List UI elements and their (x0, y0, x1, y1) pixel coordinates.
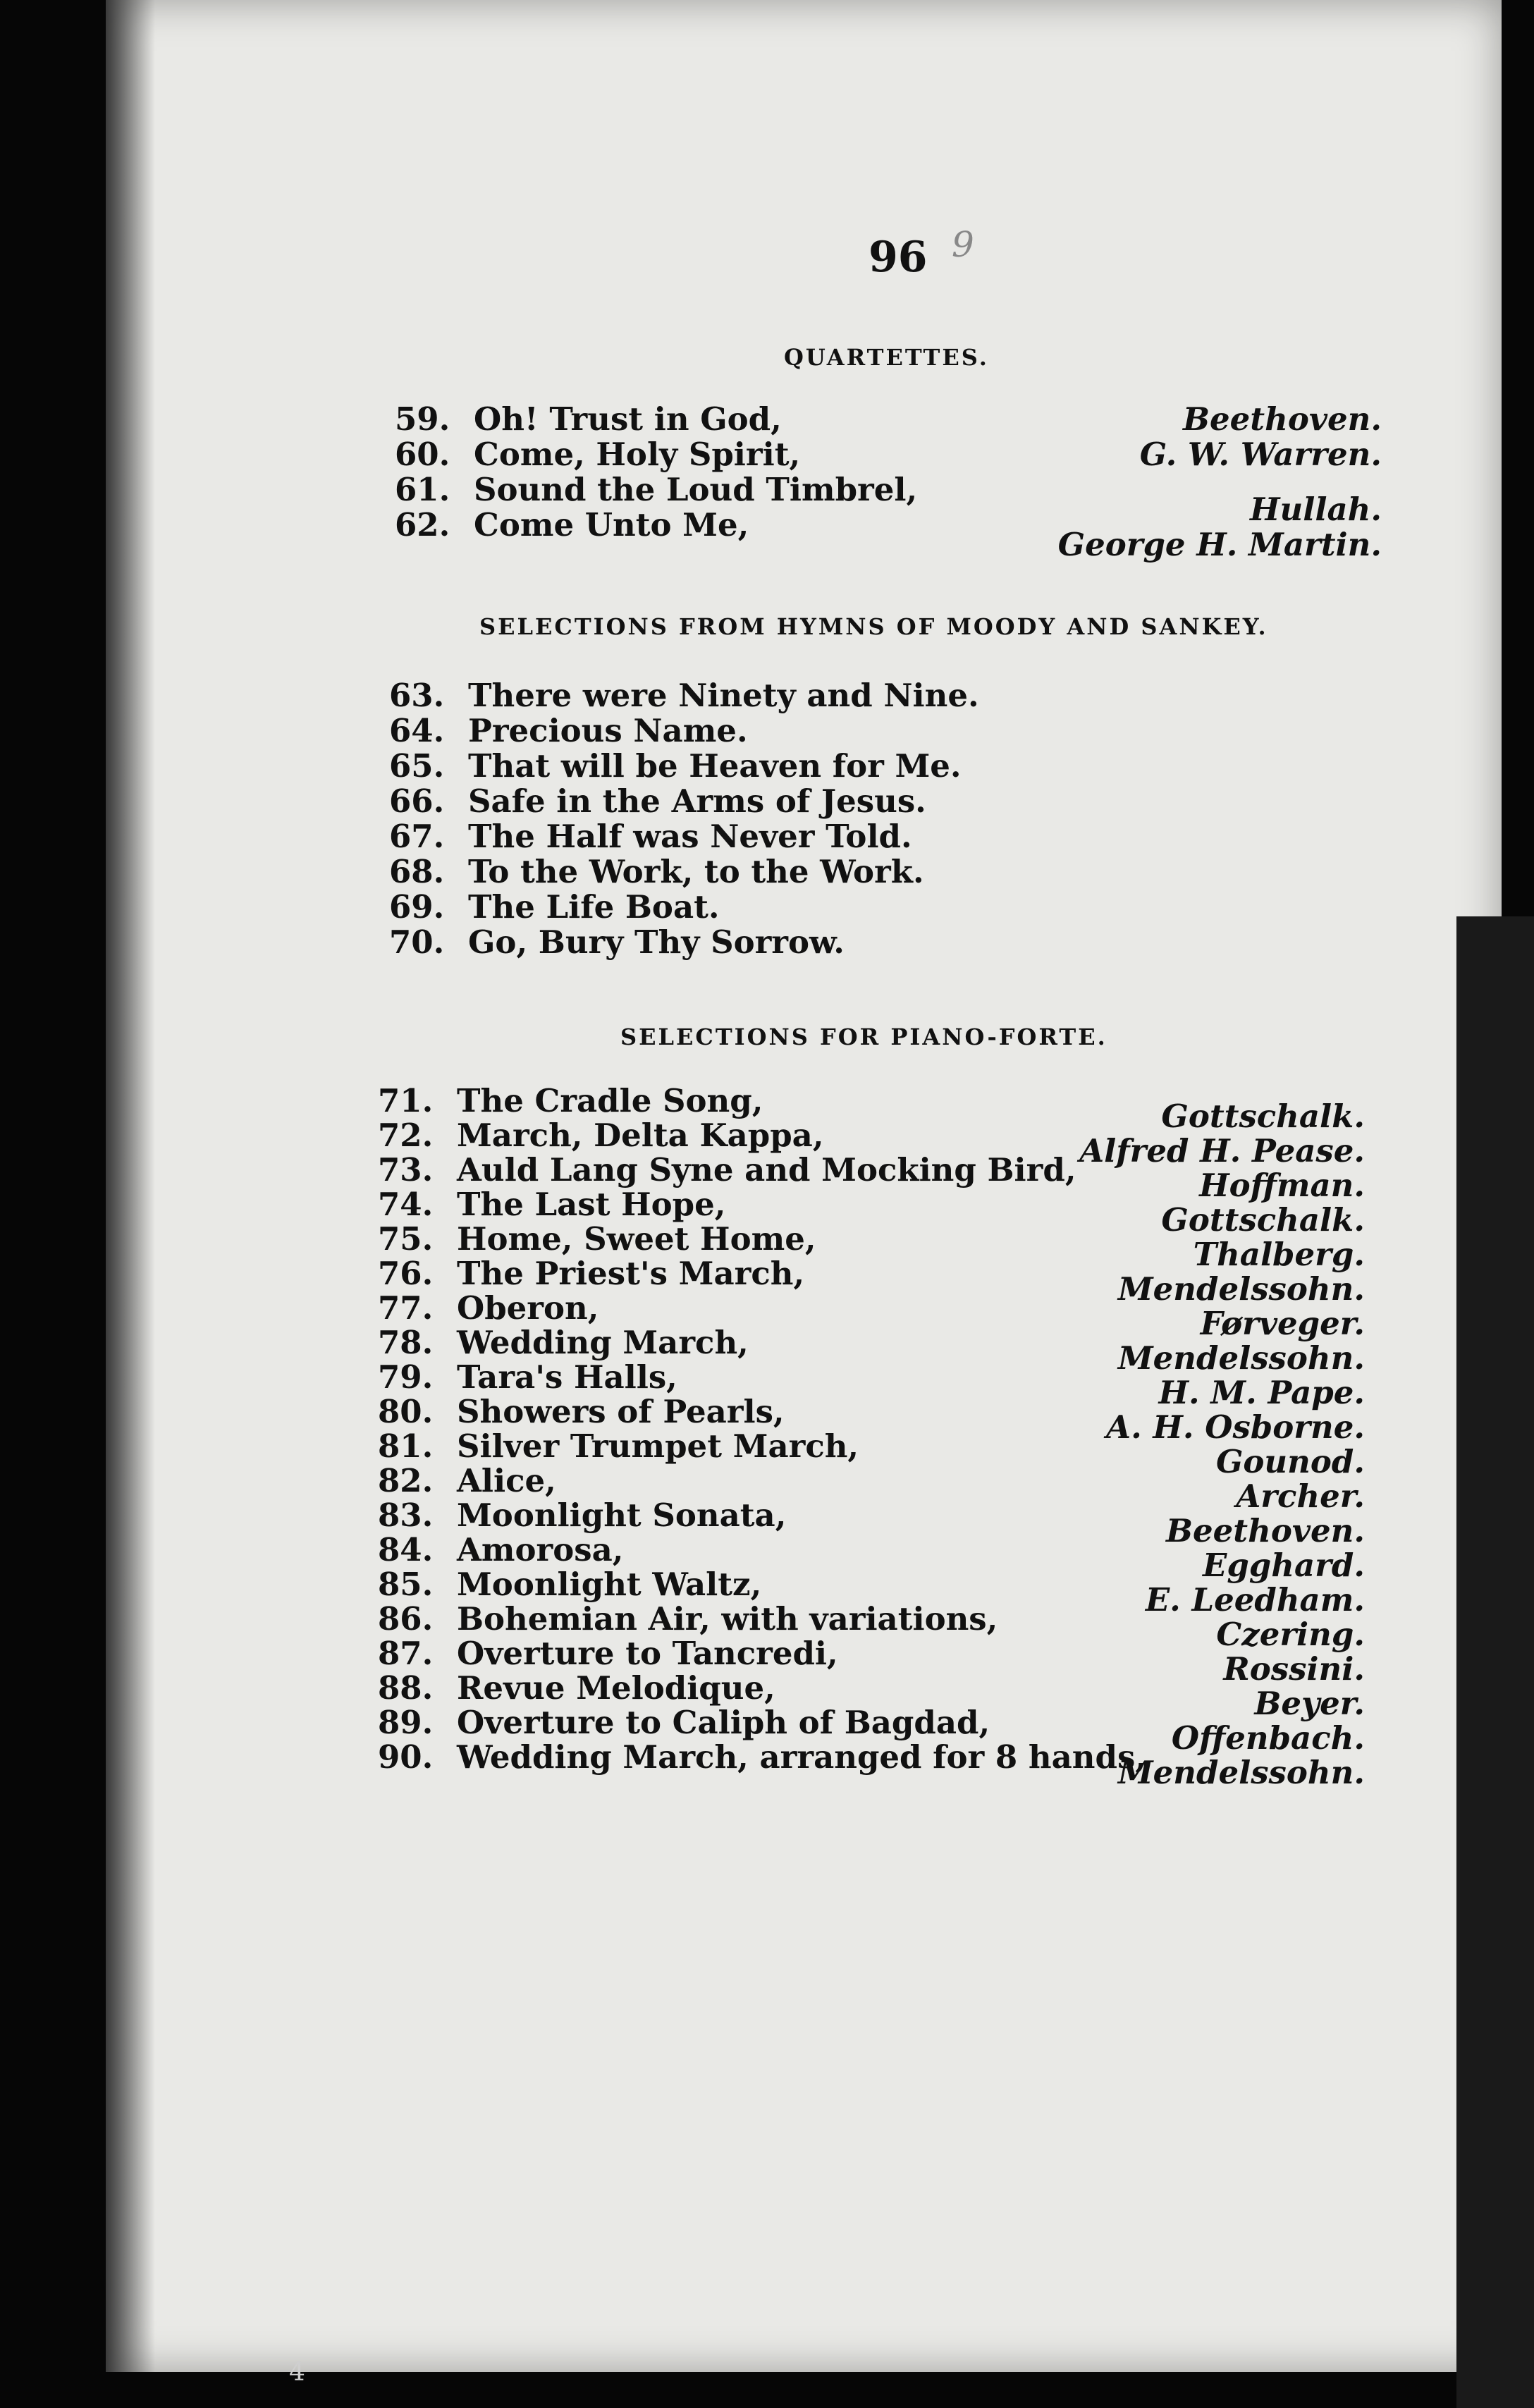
margin-annotation: 4 (289, 2358, 305, 2387)
item-number: 70. (389, 923, 445, 961)
list-item (378, 1358, 1365, 1411)
item-number: 76. (378, 1255, 434, 1292)
item-title: Amorosa, (457, 1531, 624, 1568)
list-item (389, 677, 1376, 712)
item-number: 85. (378, 1566, 434, 1603)
item-composer: Beethoven. (1183, 400, 1382, 438)
item-composer: Offenbach. (1171, 1719, 1365, 1757)
item-composer: Gottschalk. (1161, 1098, 1365, 1135)
item-number: 64. (389, 712, 445, 749)
item-title: Wedding March, arranged for 8 hands, (457, 1738, 1146, 1776)
item-number: 74. (378, 1186, 434, 1223)
item-title: Showers of Pearls, (457, 1393, 785, 1430)
list-item (378, 1427, 1365, 1480)
list-item (378, 1497, 1365, 1549)
list-item (389, 747, 1376, 785)
item-number: 80. (378, 1393, 434, 1430)
torn-right-edge (1456, 916, 1534, 2408)
page-number: 96 (869, 233, 928, 282)
item-number: 84. (378, 1531, 434, 1568)
list-item (378, 1462, 1365, 1515)
item-title: Tara's Halls, (457, 1358, 677, 1396)
binding-shadow (106, 0, 155, 2372)
list-item (389, 712, 1376, 747)
item-number: 66. (389, 782, 445, 820)
item-title: Go, Bury Thy Sorrow. (468, 923, 845, 961)
item-composer: G. W. Warren. (1139, 436, 1382, 473)
item-title: Come Unto Me, (474, 506, 749, 543)
list-item (378, 1220, 1365, 1273)
item-title: That will be Heaven for Me. (468, 747, 962, 785)
item-number: 78. (378, 1324, 434, 1361)
item-title: The Priest's March, (457, 1255, 805, 1292)
item-number: 71. (378, 1082, 434, 1119)
list-item (378, 1669, 1365, 1722)
item-number: 69. (389, 888, 445, 926)
item-composer: E. Leedham. (1145, 1581, 1365, 1618)
item-title: Auld Lang Syne and Mocking Bird, (457, 1151, 1076, 1188)
item-number: 65. (389, 747, 445, 785)
item-title: Oh! Trust in God, (474, 400, 782, 438)
item-number: 68. (389, 853, 445, 890)
item-title: Safe in the Arms of Jesus. (468, 782, 926, 820)
item-title: There were Ninety and Nine. (468, 677, 979, 714)
item-number: 73. (378, 1151, 434, 1188)
item-number: 63. (389, 677, 445, 714)
item-composer: Egghard. (1203, 1547, 1365, 1584)
item-number: 61. (395, 471, 450, 508)
list-item (378, 1566, 1365, 1618)
list-item (378, 1600, 1365, 1653)
list-item (389, 782, 1376, 818)
item-number: 90. (378, 1738, 434, 1776)
item-title: Revue Melodique, (457, 1669, 775, 1707)
item-number: 87. (378, 1635, 434, 1672)
item-title: The Life Boat. (468, 888, 720, 926)
item-composer: Thalberg. (1193, 1236, 1365, 1273)
item-number: 81. (378, 1427, 434, 1465)
item-composer: Czering. (1216, 1616, 1365, 1653)
item-composer: Hoffman. (1199, 1167, 1365, 1204)
item-composer: Mendelssohn. (1117, 1339, 1365, 1377)
list-item (378, 1289, 1365, 1342)
item-number: 72. (378, 1117, 434, 1154)
item-number: 89. (378, 1704, 434, 1741)
section-heading-moody-sankey: SELECTIONS FROM HYMNS OF MOODY AND SANKEY. (479, 613, 1268, 640)
list-item (389, 853, 1376, 888)
item-composer: H. M. Pape. (1158, 1374, 1365, 1411)
item-title: March, Delta Kappa, (457, 1117, 824, 1154)
item-title: Overture to Caliph of Bagdad, (457, 1704, 990, 1741)
item-title: The Last Hope, (457, 1186, 726, 1223)
item-number: 62. (395, 506, 450, 543)
item-number: 67. (389, 818, 445, 855)
item-composer: George H. Martin. (1057, 526, 1382, 563)
item-title: Wedding March, (457, 1324, 749, 1361)
item-number: 59. (395, 400, 450, 438)
item-title: Moonlight Sonata, (457, 1497, 787, 1534)
item-number: 83. (378, 1497, 434, 1534)
item-title: The Half was Never Told. (468, 818, 912, 855)
item-composer: Archer. (1236, 1478, 1365, 1515)
item-composer: Beethoven. (1166, 1512, 1365, 1549)
item-title: Come, Holy Spirit, (474, 436, 801, 473)
item-composer: Beyer. (1254, 1685, 1365, 1722)
item-title: Alice, (457, 1462, 556, 1499)
item-composer: Mendelssohn. (1117, 1754, 1365, 1791)
list-item (389, 818, 1376, 853)
item-number: 75. (378, 1220, 434, 1258)
item-title: Precious Name. (468, 712, 748, 749)
item-number: 82. (378, 1462, 434, 1499)
item-number: 86. (378, 1600, 434, 1638)
item-composer: Førveger. (1200, 1305, 1365, 1342)
item-number: 60. (395, 436, 450, 473)
list-item (378, 1738, 1365, 1791)
list-item (378, 1531, 1365, 1584)
item-title: Silver Trumpet March, (457, 1427, 859, 1465)
item-composer: Gounod. (1215, 1443, 1365, 1480)
item-title: The Cradle Song, (457, 1082, 763, 1119)
pencil-annotation: 9 (952, 224, 974, 265)
list-item (395, 506, 1382, 563)
list-item (389, 888, 1376, 926)
list-item (378, 1117, 1365, 1169)
item-composer: Mendelssohn. (1117, 1270, 1365, 1308)
item-number: 77. (378, 1289, 434, 1327)
item-composer: Rossini. (1223, 1650, 1365, 1688)
item-title: Moonlight Waltz, (457, 1566, 762, 1603)
section-heading-piano-forte: SELECTIONS FOR PIANO-FORTE. (620, 1024, 1107, 1050)
list-item (395, 400, 1382, 436)
item-number: 88. (378, 1669, 434, 1707)
item-composer: Hullah. (1250, 491, 1382, 528)
item-title: Sound the Loud Timbrel, (474, 471, 918, 508)
list-item (389, 923, 1376, 959)
item-composer: Alfred H. Pease. (1079, 1132, 1365, 1169)
list-item (378, 1151, 1365, 1204)
list-item (378, 1082, 1365, 1135)
item-title: Oberon, (457, 1289, 599, 1327)
item-composer: A. H. Osborne. (1106, 1408, 1365, 1446)
item-title: Home, Sweet Home, (457, 1220, 816, 1258)
list-item (395, 436, 1382, 471)
item-composer: Gottschalk. (1161, 1201, 1365, 1239)
item-title: To the Work, to the Work. (468, 853, 924, 890)
item-title: Bohemian Air, with variations, (457, 1600, 998, 1638)
section-heading-quartettes: QUARTETTES. (784, 344, 989, 371)
item-number: 79. (378, 1358, 434, 1396)
item-title: Overture to Tancredi, (457, 1635, 838, 1672)
